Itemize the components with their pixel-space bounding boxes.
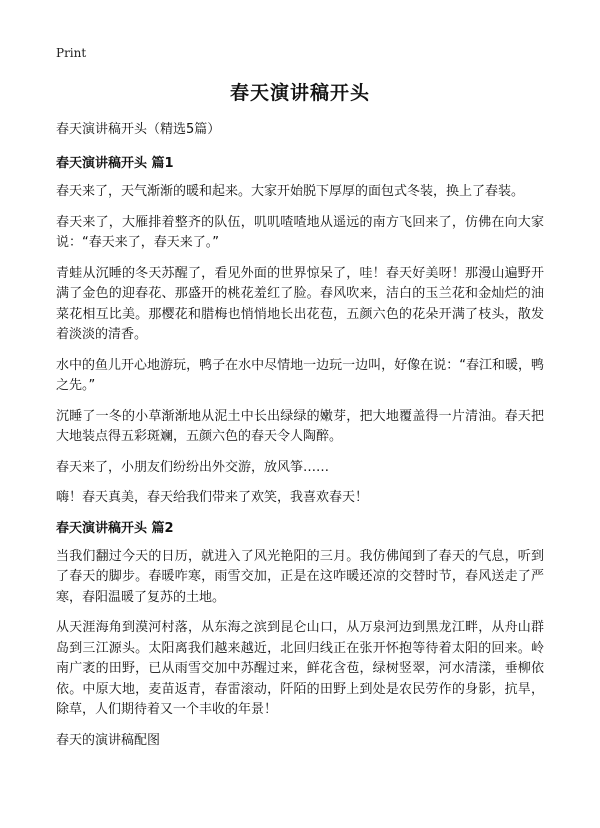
- image-caption: 春天的演讲稿配图: [56, 732, 161, 748]
- paragraph: 从天涯海角到漠河村落，从东海之滨到昆仑山口，从万泉河边到黑龙江畔，从舟山群岛到三江源头。太阳离我们越来越近，北回归线正在张开怀抱等待着太阳的回来。岭南广袤的田野，已从雨雪交加中苏醒过来，鲜花含苞，绿树竖翠，河水清漾，垂柳依依。中原大地，麦苗返青，春雷滚动，阡陌的田野上到处是农民劳作的身影，抗旱，除草，人们期待着又一个丰收的年景！: [56, 620, 544, 717]
- document-content: [56, 120, 544, 751]
- page-title: 春天演讲稿开头: [229, 82, 370, 104]
- section-2: [56, 519, 544, 721]
- section-heading: 春天演讲稿开头 篇1: [56, 156, 174, 171]
- paragraph: 嗨！春天真美，春天给我们带来了欢笑，我喜欢春天！: [56, 490, 369, 505]
- section-1: [56, 154, 544, 509]
- paragraph: 春天来了，大雁排着整齐的队伍，叽叽喳喳地从遥远的南方飞回来了，仿佛在向大家说：“春天来了，春天来了。”: [56, 214, 544, 250]
- paragraph: 沉睡了一冬的小草渐渐地从泥土中长出绿绿的嫩芽，把大地覆盖得一片清油。春天把大地装点得五彩斑斓，五颜六色的春天令人陶醉。: [56, 408, 544, 444]
- print-link[interactable]: Print: [56, 46, 87, 60]
- paragraph: 青蛙从沉睡的冬天苏醒了，看见外面的世界惊呆了，哇！春天好美呀！那漫山遍野开满了金色的迎春花、那盛开的桃花羞红了脸。春风吹来，洁白的玉兰花和金灿烂的油菜花相互比美。那樱花和腊梅也悄悄地长出花苞，五颜六色的花朵开满了枝头，散发着淡淡的清香。: [56, 265, 544, 342]
- paragraph: 春天来了，天气渐渐的暖和起来。大家开始脱下厚厚的面包式冬装，换上了春装。: [56, 184, 525, 199]
- document-subtitle: 春天演讲稿开头（精选5篇）: [56, 122, 221, 137]
- paragraph: 当我们翻过今天的日历，就进入了风光艳阳的三月。我仿佛闻到了春天的气息，听到了春天的脚步。春暖咋寒，雨雪交加，正是在这咋暖还凉的交替时节，春风送走了严寒，春阳温暖了复苏的土地。: [56, 548, 544, 605]
- paragraph: 水中的鱼儿开心地游玩，鸭子在水中尽情地一边玩一边叫，好像在说：“春江和暖，鸭之先。”: [56, 357, 544, 393]
- paragraph: 春天来了，小朋友们纷纷出外交游，放风筝……: [56, 459, 330, 475]
- section-heading: 春天演讲稿开头 篇2: [56, 520, 174, 536]
